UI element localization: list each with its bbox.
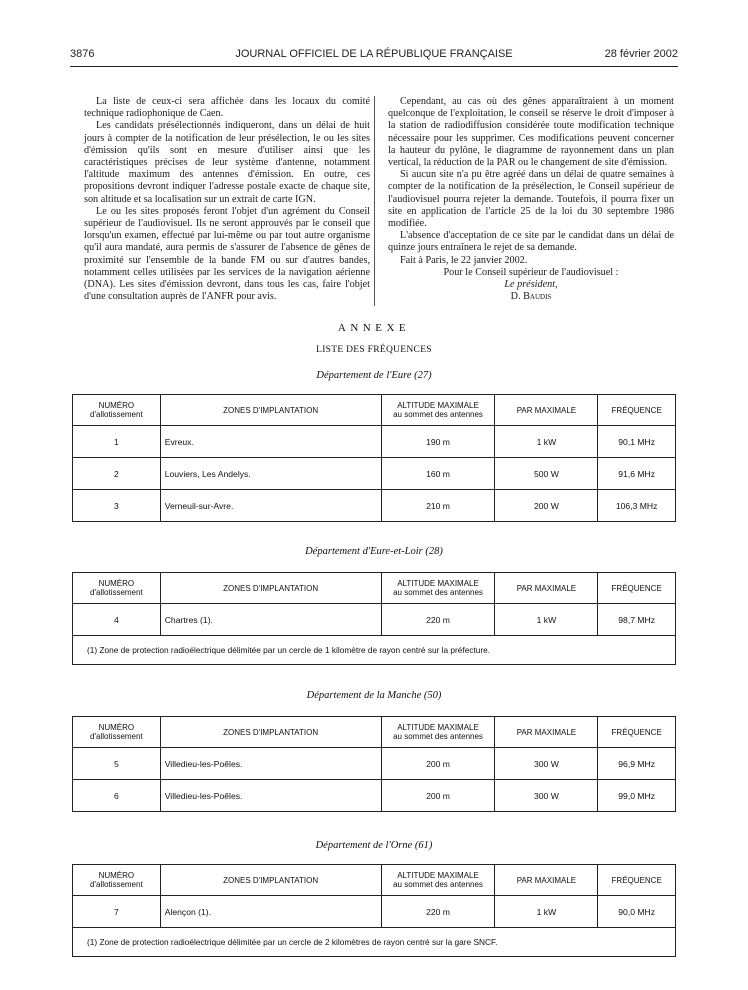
table-header-row (73, 573, 676, 604)
table-header-row (73, 865, 676, 896)
header-rule (70, 66, 678, 67)
signature-line: Pour le Conseil supérieur de l'audiovisuel : (443, 266, 619, 278)
paragraph: Si aucun site n'a pu être agréé dans un délai de quatre semaines à compter de la notification de la présélection, le Conseil supérieur de l'audiovisuel pourra rejeter la demande. Toutefois, il pourra fixer un site en application de l'article 25 de la loi du 30 septembre 1986 modifiée. (388, 169, 674, 230)
signature-name: D. Baudis (510, 291, 552, 303)
column-header-altitude: ALTITUDE MAXIMALE au sommet des antennes (381, 395, 495, 426)
annexe-title: ANNEXE (337, 322, 411, 334)
table-row: 6 Villedieu-les-Poêles. 200 m 300 W 99,0 MHz (73, 780, 676, 812)
column-header-altitude: ALTITUDE MAXIMALE au sommet des antennes (381, 865, 495, 896)
column-header-par: PAR MAXIMALE (495, 717, 598, 748)
table-footnote-row (73, 636, 676, 665)
table-row: 5 Villedieu-les-Poêles. 200 m 300 W 96,9 MHz (73, 748, 676, 780)
column-header-numero: NUMÉRO d'allotissement (73, 395, 161, 426)
column-header-zones: ZONES D'IMPLANTATION (160, 717, 381, 748)
paragraph: La liste de ceux-ci sera affichée dans les locaux du comité technique radiophonique de Caen. (84, 96, 370, 120)
table-row: 7 Alençon (1). 220 m 1 kW 90,0 MHz (73, 896, 676, 928)
frequency-table (72, 572, 676, 665)
column-header-altitude: ALTITUDE MAXIMALE au sommet des antennes (381, 717, 495, 748)
column-header-par: PAR MAXIMALE (495, 395, 598, 426)
table-row: 4 Chartres (1). 220 m 1 kW 98,7 MHz (73, 604, 676, 636)
paragraph: L'absence d'acceptation de ce site par le candidat dans un délai de quinze jours entraînera le rejet de sa demande. (388, 230, 674, 254)
table-footnote-row (73, 928, 676, 957)
department-title: Département de l'Orne (61) (315, 840, 433, 851)
column-header-numero: NUMÉRO d'allotissement (73, 717, 161, 748)
table-header-row (73, 717, 676, 748)
signature-title: Le président, (504, 279, 558, 291)
frequency-table (72, 394, 676, 522)
page-header (70, 48, 678, 64)
column-header-numero: NUMÉRO d'allotissement (73, 573, 161, 604)
column-header-numero: NUMÉRO d'allotissement (73, 865, 161, 896)
table-row: 1 Evreux. 190 m 1 kW 90,1 MHz (73, 426, 676, 458)
table-row: 2 Louviers, Les Andelys. 160 m 500 W 91,6 MHz (73, 458, 676, 490)
column-divider (374, 96, 375, 306)
right-column (388, 96, 674, 303)
liste-title: LISTE DES FRÉQUENCES (316, 345, 432, 355)
frequency-table (72, 864, 676, 957)
column-header-frequence: FRÉQUENCE (598, 395, 676, 426)
department-title: Département d'Eure-et-Loir (28) (305, 546, 443, 557)
department-title: Département de la Manche (50) (306, 690, 442, 701)
table-footnote: (1) Zone de protection radioélectrique délimitée par un cercle de 1 kilomètre de rayon centré sur la préfecture. (73, 636, 676, 665)
paragraph: Le ou les sites proposés feront l'objet d'un agrément du Conseil supérieur de l'audiovisuel. Ils ne seront approuvés par le conseil que lorsqu'un examen, effectué par lui-même ou par tout autre organisme qu'il aura mandaté, aura permis de s'assurer de l'absence de gênes de proximité sur l'ensemble de la bande FM ou sur d'autres bandes, notamment celles utilisées par les services de la navigation aérienne (DNA). Les sites d'émission devront, dans tous les cas, faire l'objet d'une consultation auprès de l'ANFR pour avis. (84, 205, 370, 303)
paragraph: Fait à Paris, le 22 janvier 2002. (400, 254, 528, 266)
column-header-par: PAR MAXIMALE (495, 573, 598, 604)
column-header-frequence: FRÉQUENCE (598, 865, 676, 896)
column-header-zones: ZONES D'IMPLANTATION (160, 573, 381, 604)
department-title: Département de l'Eure (27) (316, 370, 432, 381)
column-header-altitude: ALTITUDE MAXIMALE au sommet des antennes (381, 573, 495, 604)
paragraph: Les candidats présélectionnés indiqueront, dans un délai de huit jours à compter de la notification de leur présélection, le ou les sites d'émission qu'ils sont en mesure d'utiliser ainsi que les caractéristiques précises de leur système d'antenne, notamment l'altitude maximum des antennes d'émission. En outre, ces propositions devront indiquer l'adresse postale exacte de chaque site, son altitude et sa localisation sur un extrait de carte IGN. (84, 120, 370, 205)
column-header-zones: ZONES D'IMPLANTATION (160, 395, 381, 426)
frequency-table (72, 716, 676, 812)
journal-title: JOURNAL OFFICIEL DE LA RÉPUBLIQUE FRANÇAISE (235, 48, 513, 60)
column-header-frequence: FRÉQUENCE (598, 717, 676, 748)
table-row: 3 Verneuil-sur-Avre. 210 m 200 W 106,3 MHz (73, 490, 676, 522)
table-footnote: (1) Zone de protection radioélectrique délimitée par un cercle de 2 kilomètres de rayon centré sur la gare SNCF. (73, 928, 676, 957)
paragraph: Cependant, au cas où des gênes apparaîtraient à un moment quelconque de l'exploitation, le conseil se réserve le droit d'imposer à la station de radiodiffusion considérée toute modification technique nécessaire pour les supprimer. Ces modifications peuvent concerner la hauteur du pylône, le diagramme de rayonnement dans un plan vertical, la réduction de la PAR ou le changement de site d'émission. (388, 96, 674, 169)
table-header-row (73, 395, 676, 426)
issue-date: 28 février 2002 (604, 48, 678, 60)
column-header-par: PAR MAXIMALE (495, 865, 598, 896)
column-header-frequence: FRÉQUENCE (598, 573, 676, 604)
left-column (84, 96, 370, 303)
page-number: 3876 (70, 48, 95, 60)
body-text (84, 96, 676, 304)
column-header-zones: ZONES D'IMPLANTATION (160, 865, 381, 896)
